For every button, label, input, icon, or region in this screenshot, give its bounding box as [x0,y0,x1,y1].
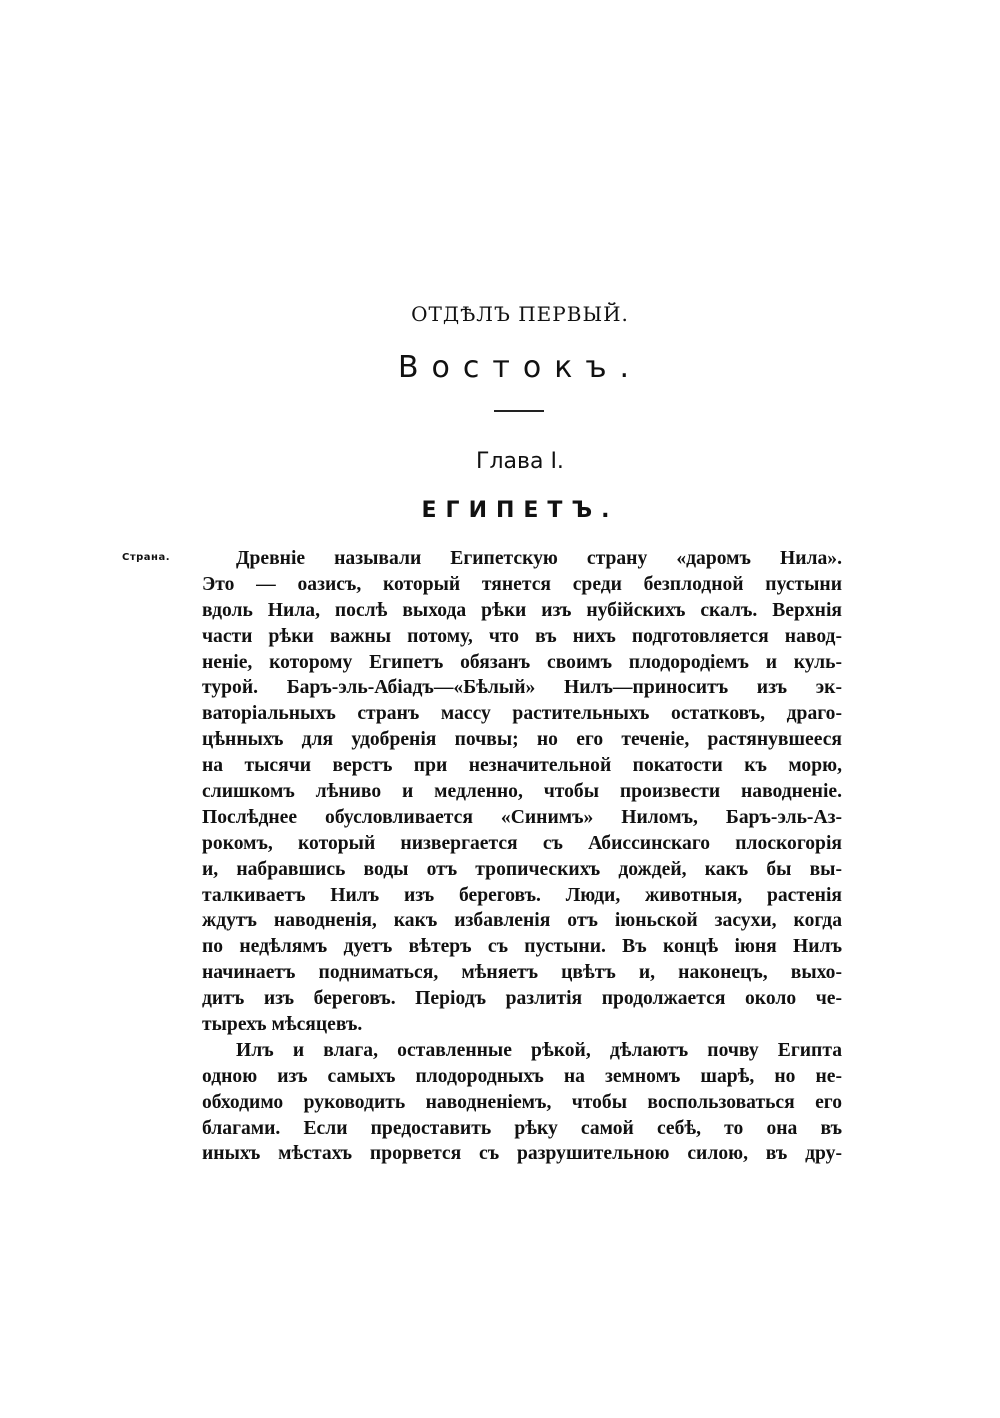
text-line: неніе, которому Египетъ обязанъ своимъ плодородіемъ и куль- [202,651,842,673]
text-line: обходимо руководить наводненіемъ, чтобы воспользоваться его [202,1091,842,1113]
text-line: Древніе называли Египетскую страну «даромъ Нила». [236,548,842,569]
section-title: ОТДѢЛЪ ПЕРВЫЙ. [411,302,629,326]
chapter-title: ЕГИПЕТЪ. [421,498,619,523]
text-line: Послѣднее обусловливается «Синимъ» Ниломъ, Баръ-эль-Аз- [202,806,842,828]
margin-note: Страна. [122,552,170,563]
text-line: части рѣки важны потому, что въ нихъ подготовляется навод- [202,625,842,647]
text-line: вдоль Нила, послѣ выхода рѣки изъ нубійскихъ скалъ. Верхнія [202,599,842,621]
text-line: одною изъ самыхъ плодородныхъ на земномъ шарѣ, но не- [202,1065,842,1087]
part-title: Востокъ. [397,350,643,385]
text-line: благами. Если предоставить рѣку самой себѣ, то она въ [202,1117,842,1139]
text-line: начинаетъ подниматься, мѣняетъ цвѣтъ и, наконецъ, выхо- [202,962,842,984]
text-line: по недѣлямъ дуетъ вѣтеръ съ пустыни. Въ концѣ іюня Нилъ [202,936,842,958]
text-line: иныхъ мѣстахъ прорвется съ разрушительною силою, въ дру- [202,1143,842,1165]
text-line: турой. Баръ-эль-Абіадъ—«Бѣлый» Нилъ—приноситъ изъ эк- [202,677,842,699]
body-text [202,546,842,1167]
text-line: Илъ и влага, оставленные рѣкой, дѣлаютъ почву Египта [236,1039,842,1061]
text-line: ваторіальныхъ странъ массу растительныхъ остатковъ, драго- [202,703,842,725]
text-line: слишкомъ лѣниво и медленно, чтобы произвести наводненіе. [202,781,842,803]
paragraph-1 [202,546,842,1038]
text-line: дитъ изъ береговъ. Періодъ разлитія продолжается около че- [202,988,842,1010]
text-line: ждутъ наводненія, какъ избавленія отъ іюньской засухи, когда [202,910,842,932]
text-line: цѣнныхъ для удобренія почвы; но его теченіе, растянувшееся [202,729,842,751]
text-line: талкиваетъ Нилъ изъ береговъ. Люди, животныя, растенія [202,884,842,906]
text-line: Это — оазисъ, который тянется среди безплодной пустыни [202,573,842,595]
paragraph-2 [202,1038,842,1167]
text-line: рокомъ, который низвергается съ Абиссинскаго плоскогорія [202,832,842,854]
text-line: тырехъ мѣсяцевъ. [202,1014,363,1036]
chapter-number: Глава I. [476,449,564,474]
title-divider [494,410,544,412]
text-line: на тысячи верстъ при незначительной покатости къ морю, [202,755,842,777]
text-line: и, набравшись воды отъ тропическихъ дождей, какъ бы вы- [202,858,842,880]
